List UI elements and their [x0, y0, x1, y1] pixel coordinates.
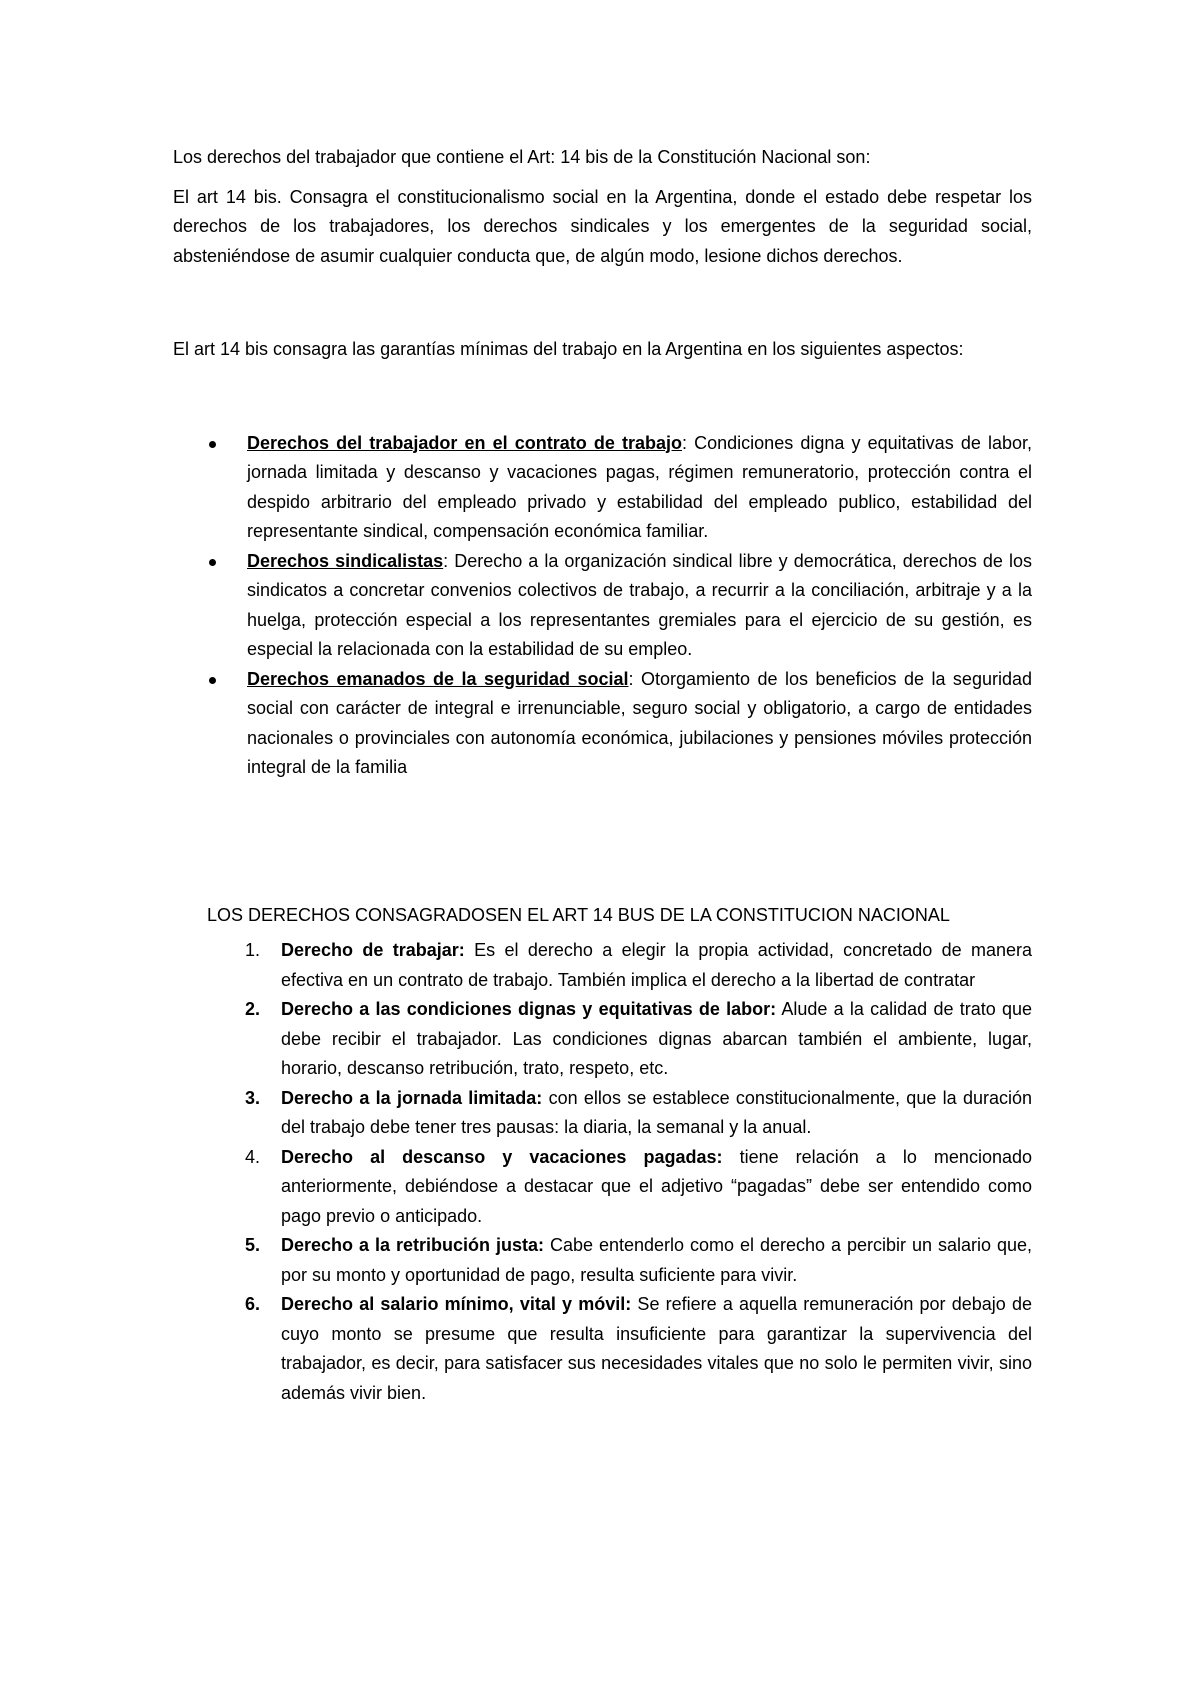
bullet-icon [209, 677, 216, 684]
paragraph-guarantees: El art 14 bis consagra las garantías mínimas del trabajo en la Argentina en los siguientes aspectos: [173, 339, 964, 359]
item-number: 2. [245, 999, 261, 1019]
item-heading: Derecho de trabajar: [281, 940, 465, 960]
bullet-icon [209, 441, 216, 448]
item-heading: Derecho al salario mínimo, vital y móvil: [281, 1294, 632, 1314]
bullet-icon [209, 559, 216, 566]
bullet-text: : Otorgamiento de los beneficios de la seguridad social con carácter de integral e irrenunciable, seguro social y obligatorio, a cargo de entidades nacionales o provinciales con autonomía económica, jubilaciones y pensiones móviles protección integral de la familia [247, 668, 1032, 777]
item-text: Se refiere a aquella remuneración por debajo de cuyo monto se presume que resulta insuficiente para garantizar la supervivencia del trabajador, es decir, para satisfacer sus necesidades vitales que no solo le permiten vivir, sino además vivir bien. [281, 1294, 1032, 1403]
item-text: tiene relación a lo mencionado anteriormente, debiéndose a destacar que el adjetivo “pagadas” debe ser entendido como pago previo o anticipado. [281, 1146, 1032, 1226]
item-heading: Derecho al descanso y vacaciones pagadas: [281, 1146, 723, 1167]
item-heading: Derecho a la retribución justa: [281, 1235, 544, 1255]
bullet-list [173, 429, 1032, 783]
item-heading: Derecho a la jornada limitada: [281, 1087, 543, 1108]
bullet-heading: Derechos del trabajador en el contrato de trabajo [247, 432, 683, 453]
bullet-heading: Derechos sindicalistas [247, 550, 444, 571]
item-number: 3. [245, 1087, 261, 1108]
numbered-item [245, 936, 1033, 995]
intro-line: Los derechos del trabajador que contiene el Art: 14 bis de la Constitución Nacional son: [173, 147, 871, 167]
numbered-list [173, 936, 1032, 1408]
section-title: LOS DERECHOS CONSAGRADOSEN EL ART 14 BUS DE LA CONSTITUCION NACIONAL [207, 904, 950, 925]
bullet-item [247, 429, 1032, 547]
bullet-text: : Derecho a la organización sindical libre y democrática, derechos de los sindicatos a concretar convenios colectivos de trabajo, a recurrir a la conciliación, arbitraje y a la huelga, protección especial a los representantes gremiales para el ejercicio de su gestión, es especial la relacionada con la estabilidad de su empleo. [247, 550, 1032, 659]
item-text: con ellos se establece constitucionalmente, que la duración del trabajo debe tener tres pausas: la diaria, la semanal y la anual. [281, 1087, 1033, 1137]
item-number: 6. [245, 1294, 261, 1314]
item-text: Cabe entenderlo como el derecho a percibir un salario que, por su monto y oportunidad de pago, resulta suficiente para vivir. [281, 1235, 1032, 1285]
bullet-text: : Condiciones digna y equitativas de labor, jornada limitada y descanso y vacaciones pagas, régimen remuneratorio, protección contra el despido arbitrario del empleado privado y estabilidad del empleado publico, estabilidad del representante sindical, compensación económica familiar. [247, 432, 1033, 541]
item-text: Es el derecho a elegir la propia actividad, concretado de manera efectiva en un contrato de trabajo. También implica el derecho a la libertad de contratar [281, 940, 1033, 990]
item-heading: Derecho a las condiciones dignas y equitativas de labor: [281, 999, 777, 1019]
numbered-item [245, 1143, 1032, 1232]
numbered-item [245, 1084, 1033, 1143]
numbered-item [245, 995, 1032, 1084]
numbered-item [245, 1290, 1032, 1408]
paragraph-art-14-bis: El art 14 bis. Consagra el constitucionalismo social en la Argentina, donde el estado debe respetar los derechos de los trabajadores, los derechos sindicales y los emergentes de la seguridad social, absteniéndose de asumir cualquier conducta que, de algún modo, lesione dichos derechos. [173, 186, 1032, 266]
item-text: Alude a la calidad de trato que debe recibir el trabajador. Las condiciones dignas abarcan también el ambiente, lugar, horario, descanso retribución, trato, respeto, etc. [281, 999, 1032, 1078]
bullet-item [247, 665, 1032, 783]
item-number: 4. [245, 1146, 261, 1167]
bullet-item [247, 547, 1032, 665]
item-number: 1. [245, 940, 261, 960]
bullet-heading: Derechos emanados de la seguridad social [247, 668, 629, 689]
numbered-item [245, 1231, 1032, 1290]
item-number: 5. [245, 1235, 261, 1255]
